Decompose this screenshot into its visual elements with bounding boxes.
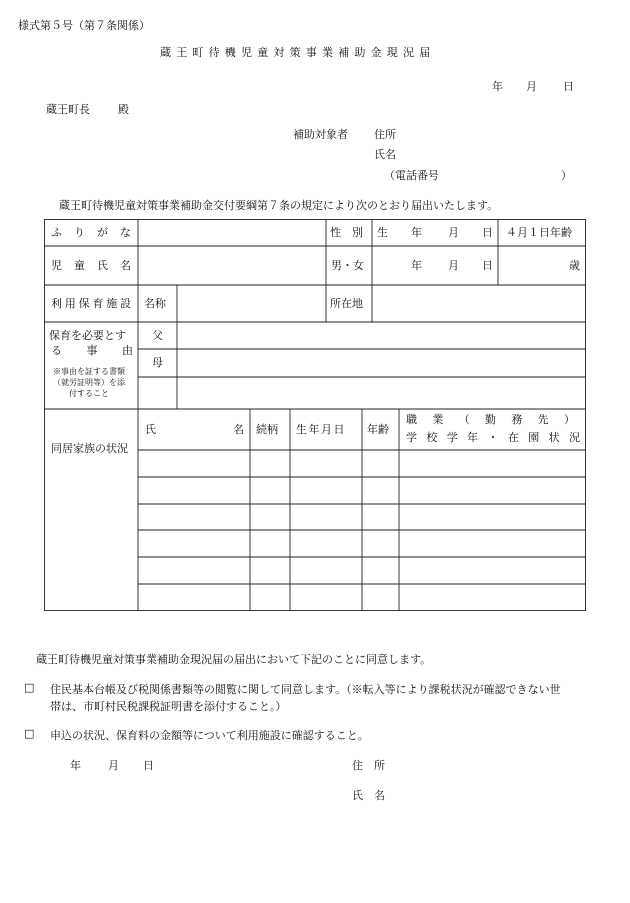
gender-value[interactable]: 男・女	[331, 259, 364, 272]
reason-label-line2: る 事 由	[51, 344, 133, 357]
consent-intro: 蔵王町待機児童対策事業補助金現況届の届出において下記のことに同意します。	[36, 653, 432, 666]
family-col-birth: 生年月日	[296, 423, 346, 436]
applicant-address-label: 住所	[374, 128, 396, 141]
child-age-unit: 歳	[569, 259, 580, 272]
addressee-name: 蔵王町長	[46, 103, 90, 116]
age-april-label: ４月１日年齢	[506, 226, 572, 239]
reason-note-line2: （就労証明等）を添	[53, 378, 125, 387]
intro-text: 蔵王町待機児童対策事業補助金交付要綱第７条の規定により次のとおり届出いたします。	[59, 199, 499, 212]
applicant-name-label: 氏名	[374, 148, 396, 161]
child-name-input[interactable]	[143, 246, 326, 285]
applicant-role-label: 補助対象者	[293, 128, 348, 141]
reason-note-line1: ※事由を証する書類	[53, 367, 125, 376]
consent-checkbox-1[interactable]: □	[24, 681, 35, 694]
birth-day-label: 日	[482, 226, 493, 239]
consent-date-year: 年	[70, 759, 81, 772]
father-label: 父	[152, 329, 163, 342]
consent-name-label: 氏 名	[352, 789, 385, 802]
furigana-input[interactable]	[143, 219, 326, 246]
reason-label-line1: 保育を必要とす	[49, 329, 126, 342]
child-birth-day: 日	[482, 259, 493, 272]
family-col-age: 年齢	[367, 423, 389, 436]
mother-label: 母	[152, 356, 163, 369]
consent-item1-line2: 帯は、市町村民税課税証明書を添付すること。）	[50, 700, 287, 713]
applicant-phone-close: ）	[561, 169, 572, 182]
consent-item2: 申込の状況、保育料の金額等について利用施設に確認すること。	[50, 729, 369, 742]
birth-year-label: 年	[411, 226, 422, 239]
gender-label: 性 別	[330, 226, 363, 239]
applicant-phone-label: （電話番号	[384, 169, 439, 182]
consent-date-day: 日	[143, 759, 154, 772]
child-name-label: 児 童 氏 名	[51, 259, 131, 272]
family-label: 同居家族の状況	[51, 442, 128, 455]
addressee-honorific: 殿	[118, 103, 129, 116]
consent-address-label: 住 所	[352, 759, 385, 772]
furigana-label: ふ り が な	[51, 226, 131, 239]
date-year: 年	[492, 80, 503, 93]
application-table	[44, 219, 586, 611]
family-col-job-line2: 学 校 学 年 ・ 在 園 状 況	[406, 431, 580, 444]
family-col-relation: 続柄	[256, 423, 278, 436]
family-col-name-2: 名	[233, 423, 244, 436]
consent-item1-line1: 住民基本台帳及び税関係書類等の閲覧に関して同意します。（※転入等により課税状況が確認できない世	[50, 683, 561, 696]
child-birth-year: 年	[411, 259, 422, 272]
form-number: 様式第５号（第７条関係）	[18, 19, 150, 32]
birth-month-label: 月	[448, 226, 459, 239]
child-birth-month: 月	[448, 259, 459, 272]
reason-note-line3: 付すること	[69, 389, 109, 398]
family-col-job-line1: 職 業 （ 勤 務 先 ）	[406, 413, 575, 426]
date-month: 月	[526, 80, 537, 93]
facility-location-label: 所在地	[330, 297, 363, 310]
facility-name-label: 名称	[144, 297, 166, 310]
consent-date-month: 月	[108, 759, 119, 772]
birth-label: 生	[377, 226, 388, 239]
date-day: 日	[563, 80, 574, 93]
consent-checkbox-2[interactable]: □	[24, 727, 35, 740]
facility-label: 利 用 保 育 施 設	[51, 297, 131, 310]
page-title: 蔵王町待機児童対策事業補助金現況届	[160, 46, 436, 59]
family-col-name-1: 氏	[145, 423, 156, 436]
